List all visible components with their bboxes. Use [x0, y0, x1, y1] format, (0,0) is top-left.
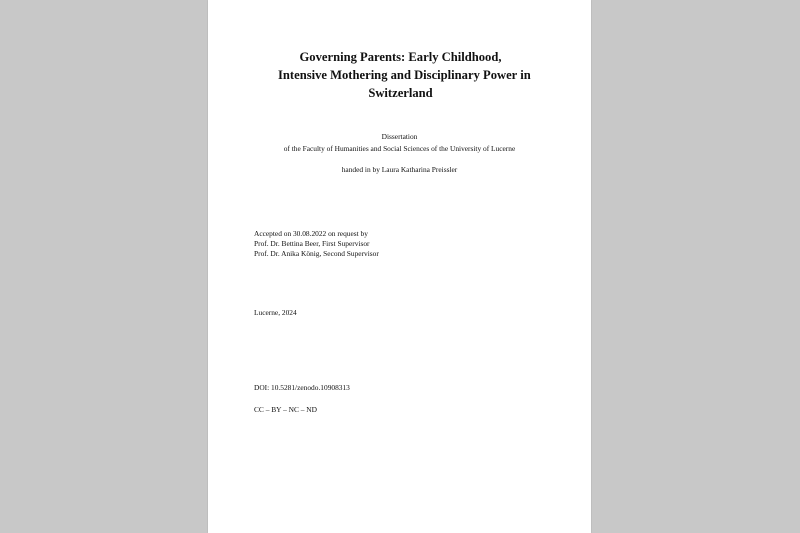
title-line-1: Governing Parents: Early Childhood,	[299, 50, 502, 64]
faculty-line: of the Faculty of Humanities and Social Sciences of the University of Lucerne	[283, 144, 516, 153]
dissertation-label: Dissertation	[381, 132, 418, 141]
title-line-2: Intensive Mothering and Disciplinary Power in	[278, 68, 531, 82]
doi-line: DOI: 10.5281/zenodo.10908313	[254, 383, 350, 392]
acceptance-line-3: Prof. Dr. Anika König, Second Supervisor	[254, 249, 379, 258]
title-line-3: Switzerland	[368, 86, 433, 100]
place-date: Lucerne, 2024	[254, 308, 297, 317]
license-line: CC – BY – NC – ND	[254, 405, 317, 414]
document-title	[278, 48, 531, 102]
acceptance-block	[254, 229, 379, 259]
document-page	[208, 0, 591, 533]
acceptance-line-1: Accepted on 30.08.2022 on request by	[254, 229, 368, 238]
handed-in-line: handed in by Laura Katharina Preissler	[341, 165, 458, 174]
acceptance-line-2: Prof. Dr. Bettina Beer, First Supervisor	[254, 239, 370, 248]
